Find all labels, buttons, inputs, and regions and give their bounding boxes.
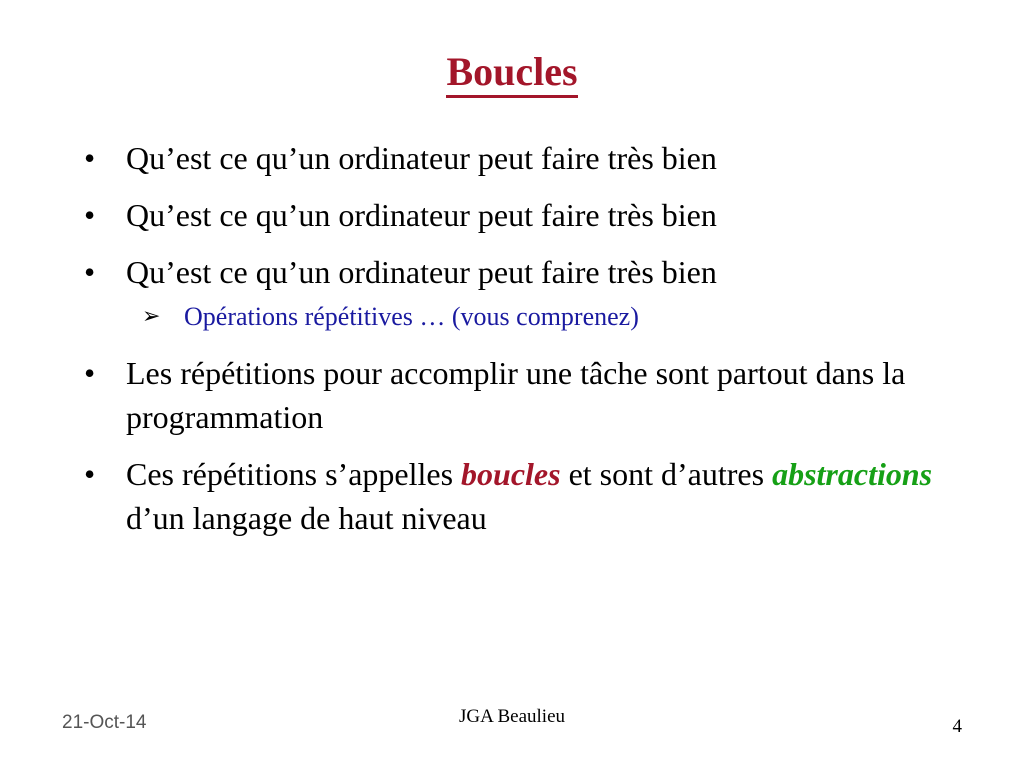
slide-title — [0, 48, 1024, 96]
bullet-text: Qu’est ce qu’un ordinateur peut faire très bien — [126, 197, 717, 233]
page-number: 4 — [952, 716, 962, 737]
arrow-bullet-icon: ➢ — [142, 304, 161, 329]
bullet-text: Les répétitions pour accomplir une tâche sont partout dans la programmation — [126, 355, 906, 435]
footer-date: 21-Oct-14 — [62, 712, 147, 733]
keyword-boucles: boucles — [461, 456, 561, 492]
bullet-icon: • — [84, 197, 96, 233]
sub-bullet-item — [84, 299, 964, 335]
bullet-text-part: Ces répétitions s’appelles — [126, 456, 462, 492]
bullet-icon: • — [84, 140, 96, 176]
bullet-icon: • — [84, 254, 96, 290]
bullet-item — [84, 193, 964, 237]
bullet-icon: • — [84, 355, 96, 391]
bullet-item — [84, 452, 964, 540]
footer-author: JGA Beaulieu — [458, 706, 566, 727]
bullet-text: Qu’est ce qu’un ordinateur peut faire très bien — [126, 140, 717, 176]
slide-body — [84, 136, 964, 553]
bullet-text-part: et sont d’autres — [560, 456, 773, 492]
bullet-item — [84, 250, 964, 294]
bullet-text-part: d’un langage de haut niveau — [126, 500, 487, 536]
bullet-item — [84, 136, 964, 180]
bullet-text: Qu’est ce qu’un ordinateur peut faire très bien — [126, 254, 717, 290]
bullet-icon: • — [84, 456, 96, 492]
bullet-item — [84, 351, 964, 439]
keyword-abstractions: abstractions — [772, 456, 933, 492]
slide-title-text: Boucles — [446, 49, 577, 98]
sub-bullet-text: Opérations répétitives … (vous comprenez) — [184, 302, 639, 331]
